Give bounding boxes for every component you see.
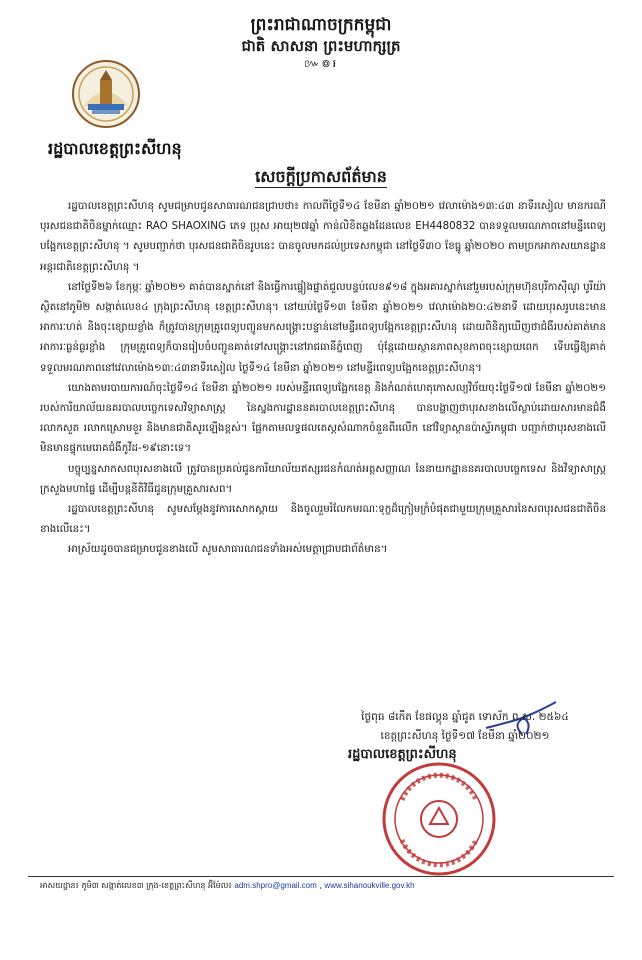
footer-email-link[interactable]: adm.shpro@gmail.com: [234, 881, 317, 890]
footer-separator: ,: [319, 881, 322, 890]
footer-divider: [28, 876, 614, 877]
signature-agency: រដ្ឋបាលខេត្តព្រះសីហនុ: [348, 747, 457, 762]
issuing-agency: រដ្ឋបាលខេត្តព្រះសីហនុ: [48, 139, 182, 158]
province-emblem-icon: [70, 58, 142, 130]
paragraph: រដ្ឋបាលខេត្តព្រះសីហនុ សូមជម្រាបជូនសាធារណជនជ្រាបថា៖ កាលពីថ្ងៃទី១៤ ខែមីនា ឆ្នាំ២០២១ វេលាម៉ោង១៣:៤៣ នាទីរសៀល មានករណីបុរសជនជាតិចិនម្នាក់ឈ្មោះ RAO SHAOXING ភេទ ប្រុស អាយុ២៧ឆ្នាំ កាន់លិខិតឆ្លងដែនលេខ EH4480832 បានទទួលមរណភាពនៅមន្ទីរពេទ្យបង្អែកខេត្តព្រះសីហនុ ។ សូមបញ្ជាក់ថា បុរសជនជាតិចិនរូបនេះ បានចូលមកដល់ប្រទេសកម្ពុជា នៅថ្ងៃទី៣០ ខែធ្នូ ឆ្នាំ២០២០ តាមច្រកអាកាសយានដ្ឋានអន្តរជាតិខេត្តព្រះសីហនុ ។: [40, 200, 606, 273]
paragraph: អាស្រ័យដូចបានជម្រាបជូនខាងលើ សូមសាធារណជនទាំងអស់មេត្តាជ្រាបជាព័ត៌មាន។: [68, 543, 388, 556]
document-title: សេចក្តីប្រកាសព័ត៌មាន: [255, 167, 387, 186]
official-seal-icon: [380, 760, 498, 878]
header-ornament: ៚៙៛: [303, 57, 339, 70]
paragraph: យោងតាមរបាយការណ៍ចុះថ្ងៃទី១៤ ខែមីនា ឆ្នាំ២០២១ របស់មន្ទីរពេទ្យបង្អែកខេត្ត និងកំណត់ហេតុកោសល្យវិច័យចុះថ្ងៃទី១៧ ខែមីនា ឆ្នាំ២០២១ របស់ការិយាល័យនគរបាលបច្ចេកទេសវិទ្យាសាស្ត្រ នៃស្នងការដ្ឋាននគរបាលខេត្តព្រះសីហនុ បានបង្ហាញថាបុរសខាងលើស្លាប់ដោយសារមានជំងឺរលាកសួត រលាកស្រោមខួរ និងមានជាតិសូរឡើងខ្ពស់។ ផ្អែកតាមលទ្ធផលតេស្តសំណាកចំនួនពីរលើក នៅវិទ្យាស្ថានប៉ាស្ទ័រកម្ពុជា បញ្ជាក់ថាបុរសខាងលើមិនមានផ្ទុកមេរោគជំងឺកូវីដ-១៩នោះទេ។: [40, 381, 606, 455]
footer-contact: [40, 880, 600, 892]
lunar-date: ថ្ងៃពុធ ៨កើត ខែផល្គុន ឆ្នាំជូត ទោស័ក ព.ស. ២៥៦៤: [361, 711, 569, 723]
footer-website-link[interactable]: www.sihanoukville.gov.kh: [324, 881, 415, 890]
document-body: [40, 196, 606, 560]
solar-date: ខេត្តព្រះសីហនុ ថ្ងៃទី១៧ ខែមីនា ឆ្នាំ២០២១: [380, 730, 550, 742]
national-motto: ជាតិ សាសនា ព្រះមហាក្សត្រ: [241, 37, 401, 55]
paragraph: នៅថ្ងៃទី២៦ ខែកុម្ភៈ ឆ្នាំ២០២១ គាត់បានស្នាក់នៅ និងធ្វើការផ្ទៀងផ្ទាត់ជួលបន្ទប់លេខ៩១៨ ក្នុងអគារស្នាក់នៅរួមរបស់ក្រុមហ៊ុនបុរីកាស៊ីណូ បូរីយ៉ា ស្ថិតនៅភូមិ២ សង្កាត់លេខ៤ ក្រុងព្រះសីហនុ ខេត្តព្រះសីហនុ។ នៅយប់ថ្ងៃទី១៣ ខែមីនា ឆ្នាំ២០២១ វេលាម៉ោង២០:៤២នាទី ដោយបុរសរូបនេះមានអាការៈហត់ និងចុះខ្សោយខ្លាំង ក៏ត្រូវបានក្រុមគ្រូពេទ្យបញ្ជូនមកសង្គ្រោះបន្ទាន់នៅមន្ទីរពេទ្យបង្អែកខេត្តព្រះសីហនុ ដោយពិនិត្យឃើញថាជំងឺរបស់គាត់មានអាការៈធ្ងន់ធ្ងរខ្លាំង ក្រុមគ្រូពេទ្យក៏បានរៀបចំបញ្ជូនគាត់ទៅសង្គ្រោះនៅរាជធានីភ្នំពេញ ប៉ុន្តែដោយស្ថានភាពសុខភាពចុះខ្សោយពេក ទើបធ្វើឱ្យគាត់ទទួលមរណភាពនៅវេលាម៉ោង១៣:៤៣នាទីរសៀល ថ្ងៃទី១៤ ខែមីនា ឆ្នាំ២០២១ នៅមន្ទីរពេទ្យបង្អែកខេត្តព្រះសីហនុ។: [40, 280, 606, 374]
kingdom-title: ព្រះរាជាណាចក្រកម្ពុជា: [250, 15, 392, 35]
paragraph: បច្ចុប្បន្នសាកសពបុរសខាងលើ ត្រូវបានប្រគល់ជូនការិយាល័យឥស្សរជនកំណត់អត្តសញ្ញាណ នៃនាយកដ្ឋាននគរបាលបច្ចេកទេស និងវិទ្យាសាស្ត្រ ក្រសួងមហាផ្ទៃ ដើម្បីបន្តនីតិវិធីជូនក្រុមគ្រួសារសព។: [40, 462, 606, 495]
paragraph: រដ្ឋបាលខេត្តព្រះសីហនុ សូមសម្តែងនូវការសោកស្តាយ និងចូលរួមរំលែកមរណៈទុក្ខដ៏ក្រៀមក្រំបំផុតជាមួយក្រុមគ្រួសារនៃសពបុរសជនជាតិចិនខាងលើនេះ។: [40, 503, 606, 536]
footer-address: អាសយដ្ឋាន៖ ភូមិ៣ សង្កាត់លេខ៣ ក្រុង-ខេត្តព្រះសីហនុ អ៊ីម៉ែល៖: [40, 881, 232, 890]
